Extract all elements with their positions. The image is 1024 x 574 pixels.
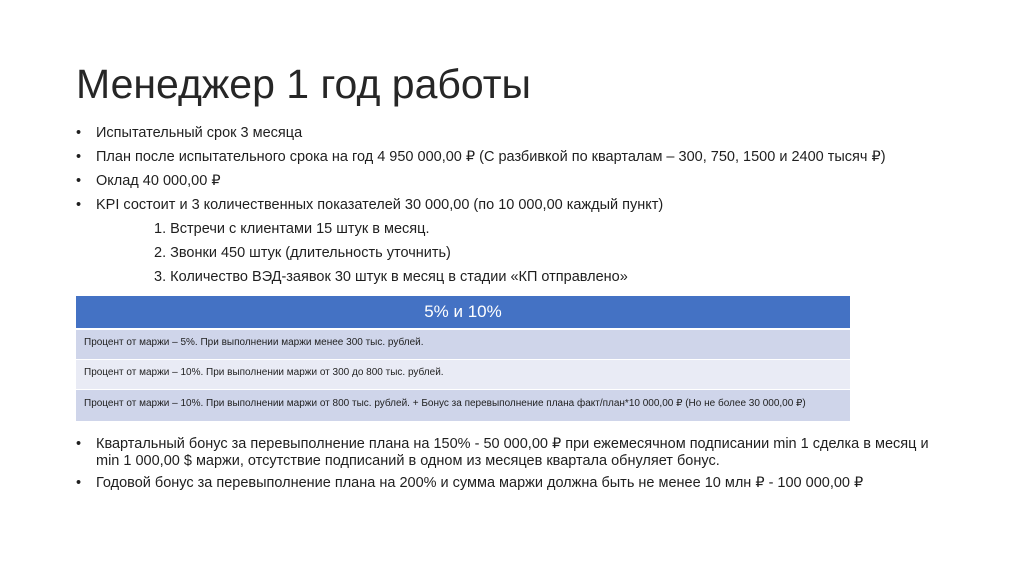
kpi-sub-item: 1. Встречи с клиентами 15 штук в месяц. [154,221,430,237]
bullet-glyph: • [76,436,82,452]
table-header: 5% и 10% [76,296,850,330]
bullet-glyph: • [76,149,82,165]
bullet-glyph: • [76,475,82,491]
kpi-sub-item: 2. Звонки 450 штук (длительность уточнить) [154,245,451,261]
bullet-text-line: min 1 000,00 $ маржи, отсутствие подписаний в одном из месяцев квартала обнуляет бонус. [96,453,720,469]
bullet-glyph: • [76,125,82,141]
kpi-sub-item: 3. Количество ВЭД-заявок 30 штук в месяц в стадии «КП отправлено» [154,269,628,285]
slide-title: Менеджер 1 год работы [76,61,532,107]
bullet-text: Оклад 40 000,00 ₽ [96,173,221,189]
table-row [76,360,850,390]
bullet-text: Годовой бонус за перевыполнение плана на 200% и сумма маржи должна быть не менее 10 млн ₽ - 100 000,00 ₽ [96,475,864,491]
bullet-text-line: Квартальный бонус за перевыполнение плана на 150% - 50 000,00 ₽ при ежемесячном подписании min 1 сделка в месяц и [96,436,929,452]
table-cell: Процент от маржи – 5%. При выполнении маржи менее 300 тыс. рублей. [84,337,424,348]
bullet-text: Испытательный срок 3 месяца [96,125,303,141]
table-cell: Процент от маржи – 10%. При выполнении маржи от 800 тыс. рублей. + Бонус за перевыполнение плана факт/план*10 000,00 ₽ (Но не более 30 000,00 ₽) [84,398,806,409]
table-row [76,330,850,360]
bullet-text: KPI состоит и 3 количественных показателей 30 000,00 (по 10 000,00 каждый пункт) [96,197,664,213]
table-cell: Процент от маржи – 10%. При выполнении маржи от 300 до 800 тыс. рублей. [84,367,444,378]
table-row [76,390,850,422]
bullet-text: План после испытательного срока на год 4 950 000,00 ₽ (С разбивкой по кварталам – 300, 750, 1500 и 2400 тысяч ₽) [96,149,886,165]
bullet-glyph: • [76,173,82,189]
bullet-glyph: • [76,197,82,213]
bonus-table [76,296,850,422]
